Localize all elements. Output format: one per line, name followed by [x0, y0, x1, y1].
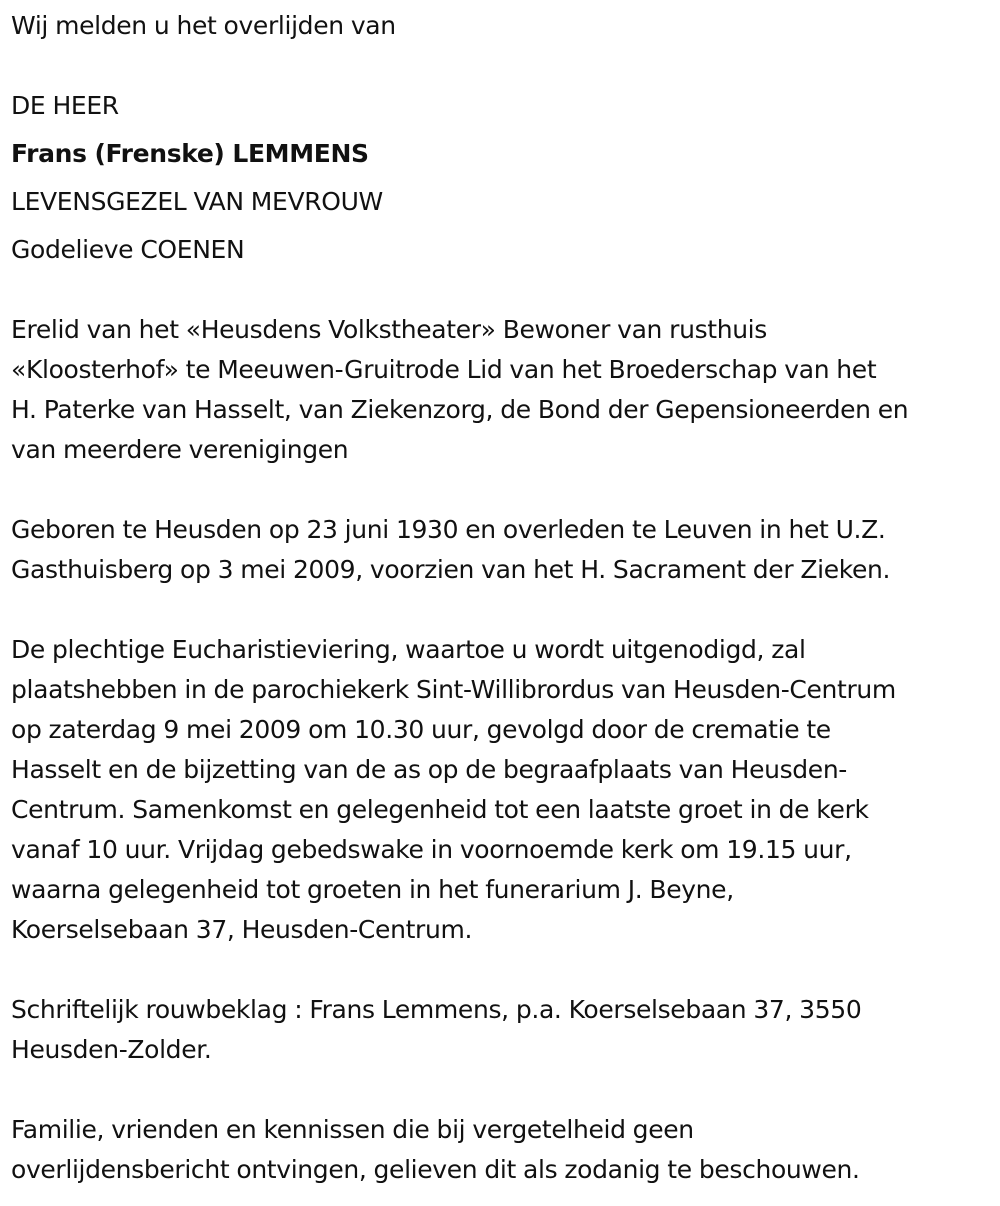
- ceremony-line: op zaterdag 9 mei 2009 om 10.30 uur, gevolgd door de crematie te: [11, 715, 831, 744]
- intro-text: Wij melden u het overlijden van: [11, 11, 396, 40]
- memberships-line: Erelid van het «Heusdens Volkstheater» Bewoner van rusthuis: [11, 315, 767, 344]
- birth-death-line: Gasthuisberg op 3 mei 2009, voorzien van het H. Sacrament der Zieken.: [11, 555, 891, 584]
- ceremony-line: Centrum. Samenkomst en gelegenheid tot een laatste groet in de kerk: [11, 795, 869, 824]
- ceremony-line: De plechtige Eucharistieviering, waartoe u wordt uitgenodigd, zal: [11, 635, 806, 664]
- ceremony-line: Koerselsebaan 37, Heusden-Centrum.: [11, 915, 473, 944]
- birth-death-line: Geboren te Heusden op 23 juni 1930 en overleden te Leuven in het U.Z.: [11, 515, 886, 544]
- ceremony-line: plaatshebben in de parochiekerk Sint-Willibrordus van Heusden-Centrum: [11, 675, 896, 704]
- closing-line: Familie, vrienden en kennissen die bij vergetelheid geen: [11, 1115, 694, 1144]
- condolences-line: Heusden-Zolder.: [11, 1035, 212, 1064]
- title-prefix: DE HEER: [11, 91, 119, 120]
- condolences-line: Schriftelijk rouwbeklag : Frans Lemmens, p.a. Koerselsebaan 37, 3550: [11, 995, 862, 1024]
- memberships-line: H. Paterke van Hasselt, van Ziekenzorg, de Bond der Gepensioneerden en: [11, 395, 909, 424]
- memberships-line: van meerdere verenigingen: [11, 435, 349, 464]
- memberships-line: «Kloosterhof» te Meeuwen-Gruitrode Lid van het Broederschap van het: [11, 355, 877, 384]
- relation-text: LEVENSGEZEL VAN MEVROUW: [11, 187, 383, 216]
- ceremony-line: Hasselt en de bijzetting van de as op de begraafplaats van Heusden-: [11, 755, 847, 784]
- ceremony-line: waarna gelegenheid tot groeten in het funerarium J. Beyne,: [11, 875, 734, 904]
- deceased-name: Frans (Frenske) LEMMENS: [11, 139, 369, 168]
- partner-name: Godelieve COENEN: [11, 235, 245, 264]
- closing-line: overlijdensbericht ontvingen, gelieven dit als zodanig te beschouwen.: [11, 1155, 860, 1184]
- ceremony-line: vanaf 10 uur. Vrijdag gebedswake in voornoemde kerk om 19.15 uur,: [11, 835, 852, 864]
